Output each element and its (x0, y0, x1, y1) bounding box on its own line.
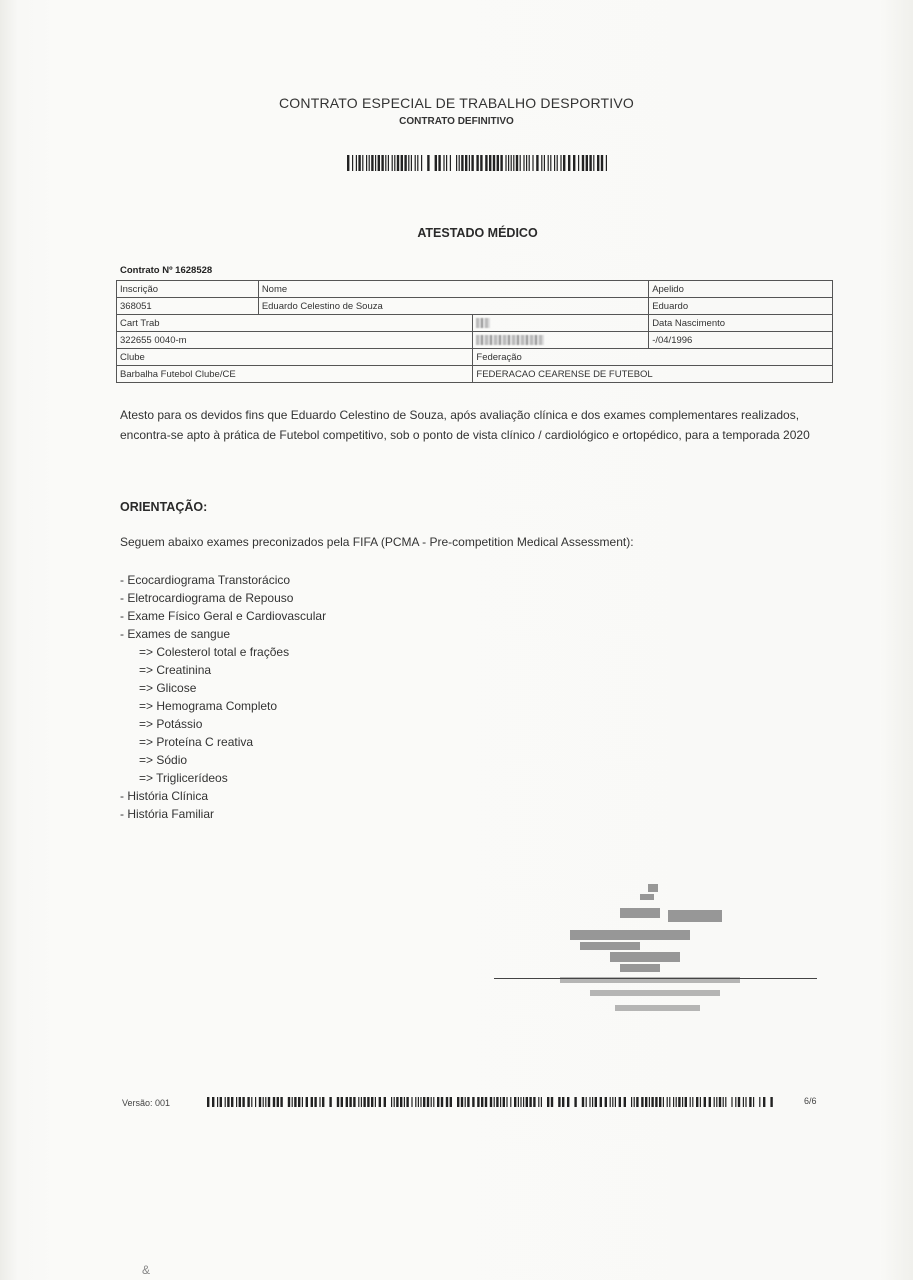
table-row (117, 349, 833, 366)
document-subtitle: CONTRATO DEFINITIVO (399, 116, 514, 127)
list-item: - Ecocardiograma Transtorácico (120, 573, 291, 587)
cart-trab-value: 322655 0040-m (117, 332, 473, 349)
list-item: - Eletrocardiograma de Repouso (120, 591, 294, 605)
barcode-top (347, 155, 609, 171)
section-title: ATESTADO MÉDICO (417, 226, 538, 240)
athlete-info-table (116, 280, 833, 383)
list-item: => Hemograma Completo (139, 699, 278, 713)
redacted-cpf-value (476, 335, 544, 345)
clube-label: Clube (117, 349, 473, 366)
list-item: => Potássio (139, 717, 203, 731)
table-row (117, 281, 833, 298)
table-row (117, 315, 833, 332)
nome-value: Eduardo Celestino de Souza (258, 298, 648, 315)
orientation-title: ORIENTAÇÃO: (120, 500, 208, 514)
redacted-value (473, 332, 649, 349)
exam-list (120, 571, 326, 823)
list-item: => Sódio (139, 753, 188, 767)
clube-value: Barbalha Futebol Clube/CE (117, 366, 473, 383)
list-item: => Colesterol total e frações (139, 645, 290, 659)
inscricao-label: Inscrição (117, 281, 259, 298)
list-item: - Exames de sangue (120, 627, 231, 641)
list-item: => Glicose (139, 681, 197, 695)
apelido-value: Eduardo (649, 298, 833, 315)
apelido-label: Apelido (649, 281, 833, 298)
table-row (117, 366, 833, 383)
table-row (117, 298, 833, 315)
list-item: - Exame Físico Geral e Cardiovascular (120, 609, 327, 623)
redacted-cpf-label (476, 318, 490, 328)
data-nascimento-value: -/04/1996 (649, 332, 833, 349)
federacao-label: Federação (473, 349, 833, 366)
page-number: 6/6 (804, 1096, 817, 1106)
redacted-label (473, 315, 649, 332)
redacted-signature (560, 880, 740, 1020)
version-label: Versão: 001 (122, 1098, 171, 1108)
orientation-intro: Seguem abaixo exames preconizados pela FIFA (PCMA - Pre-competition Medical Assessment): (120, 535, 634, 549)
signature-line (494, 978, 817, 979)
ink-smudge: & (142, 1263, 151, 1277)
attestation-paragraph: Atesto para os devidos fins que Eduardo Celestino de Souza, após avaliação clínica e dos exames complementares realizados, encontra-se apto à prática de Futebol competitivo, sob o ponto de vista clínico / cardiológico e ortopédico, para a temporada 2020 (120, 408, 810, 442)
inscricao-value: 368051 (117, 298, 259, 315)
list-item: => Proteína C reativa (139, 735, 254, 749)
cart-trab-label: Cart Trab (117, 315, 473, 332)
contract-number: Contrato Nº 1628528 (120, 265, 213, 276)
list-item: => Creatinina (139, 663, 212, 677)
barcode-bottom (207, 1097, 773, 1107)
list-item: - História Clínica (120, 789, 209, 803)
table-row (117, 332, 833, 349)
list-item: - História Familiar (120, 807, 215, 821)
data-nascimento-label: Data Nascimento (649, 315, 833, 332)
nome-label: Nome (258, 281, 648, 298)
federacao-value: FEDERACAO CEARENSE DE FUTEBOL (473, 366, 833, 383)
document-title: CONTRATO ESPECIAL DE TRABALHO DESPORTIVO (279, 95, 634, 111)
list-item: => Triglicerídeos (139, 771, 228, 785)
